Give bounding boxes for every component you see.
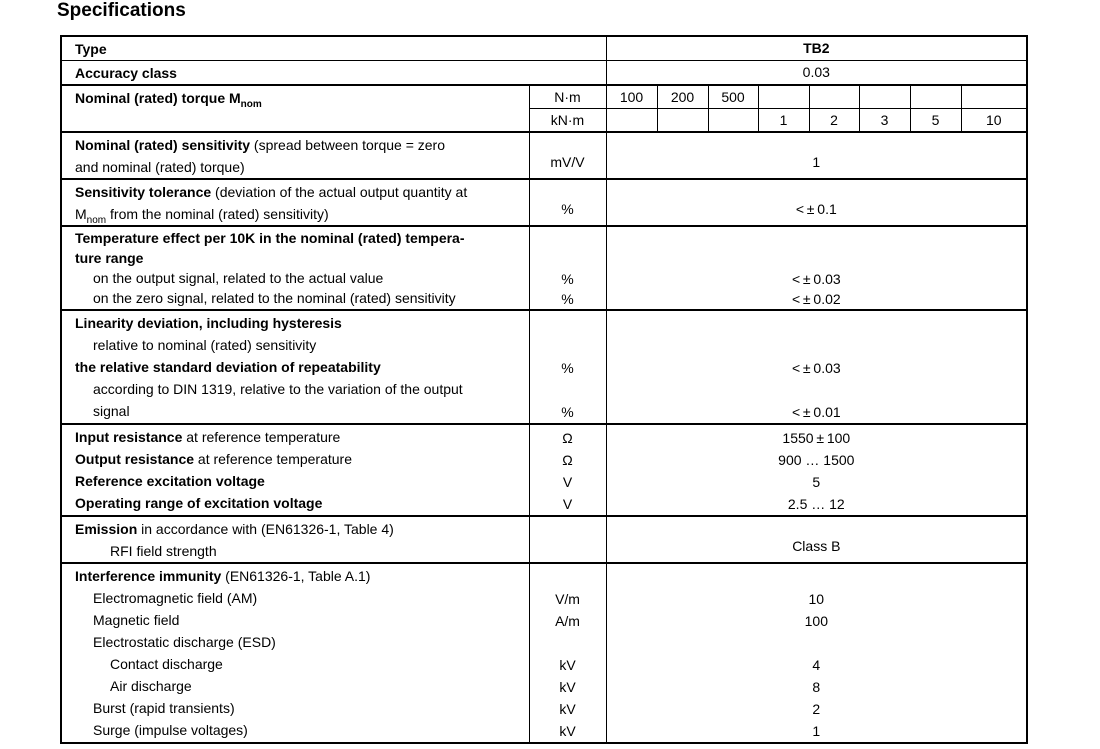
label-line: RFI field strength <box>110 543 217 559</box>
emission-unit-cell <box>529 516 606 563</box>
torque-value-cell: 200 <box>657 85 708 109</box>
unit-line <box>530 566 606 588</box>
label-line <box>75 448 529 470</box>
value-line: 8 <box>812 679 821 695</box>
label-line <box>75 181 529 203</box>
emission-label-bold: Emission <box>75 521 138 537</box>
unit-line: kV <box>559 723 576 739</box>
label-line: Linearity deviation, including hysteresis <box>75 315 342 331</box>
torque-value-cell: 500 <box>708 85 758 109</box>
unit-line: kV <box>559 679 576 695</box>
type-value: TB2 <box>606 36 1027 61</box>
electrical-label <box>61 424 529 516</box>
label-line <box>75 134 529 156</box>
label-line: ture range <box>75 250 144 266</box>
electrical-label-rest: at reference temperature <box>182 429 341 445</box>
torque-value-cell: 3 <box>859 109 910 133</box>
sensitivity-label-rest: (spread between torque = zero <box>250 137 446 153</box>
spec-row-sensitivity <box>61 132 1027 179</box>
torque-value-cell <box>708 109 758 133</box>
value-line: 900 … 1500 <box>778 452 855 468</box>
linearity-label <box>61 310 529 424</box>
torque-value-cell <box>809 85 859 109</box>
unit-line: Ω <box>562 430 573 446</box>
value-line: 2 <box>812 701 821 717</box>
label-line <box>75 565 529 587</box>
unit-line: % <box>561 271 574 287</box>
label-line: on the output signal, related to the actual value <box>93 270 384 286</box>
spec-row-temperature <box>61 226 1027 310</box>
page-title: Specifications <box>57 0 186 21</box>
value-line: < ± 0.03 <box>791 360 841 376</box>
immunity-label <box>61 563 529 743</box>
electrical-label-bold: Output resistance <box>75 451 195 467</box>
unit-line: % <box>561 404 574 420</box>
spec-row-immunity <box>61 563 1027 743</box>
unit-line <box>530 313 606 335</box>
spec-row-accuracy <box>61 61 1027 86</box>
label-line: according to DIN 1319, relative to the variation of the output <box>93 381 463 397</box>
torque-value-cell <box>758 85 809 109</box>
label-line: the relative standard deviation of repeatability <box>75 359 381 375</box>
emission-label <box>61 516 529 563</box>
unit-line: V/m <box>555 591 580 607</box>
torque-value-cell <box>910 85 961 109</box>
torque-label-subscript: nom <box>240 98 262 110</box>
sensitivity-unit: mV/V <box>529 132 606 179</box>
value-line <box>607 249 1027 269</box>
label-line: Magnetic field <box>93 612 180 628</box>
value-line: 1 <box>812 723 821 739</box>
value-line <box>607 379 1027 401</box>
spec-row-tolerance <box>61 179 1027 226</box>
sensitivity-label-bold: Nominal (rated) sensitivity <box>75 137 251 153</box>
value-line <box>607 313 1027 335</box>
label-line: Contact discharge <box>110 656 223 672</box>
label-line <box>75 203 529 225</box>
temperature-value-cell <box>606 226 1027 310</box>
torque-value-cell: 2 <box>809 109 859 133</box>
spec-row-type <box>61 36 1027 61</box>
temperature-label <box>61 226 529 310</box>
value-line <box>607 566 1027 588</box>
label-line: Electrostatic discharge (ESD) <box>93 634 276 650</box>
unit-line <box>530 632 606 654</box>
label-line: on the zero signal, related to the nominal (rated) sensitivity <box>93 290 456 306</box>
accuracy-value: 0.03 <box>606 61 1027 86</box>
tolerance-label-m: M <box>75 206 87 222</box>
unit-line: Ω <box>562 452 573 468</box>
electrical-value-cell <box>606 424 1027 516</box>
label-line: relative to nominal (rated) sensitivity <box>93 337 317 353</box>
unit-line <box>530 229 606 249</box>
unit-line: % <box>561 360 574 376</box>
label-line: Burst (rapid transients) <box>93 700 235 716</box>
value-line: 4 <box>812 657 821 673</box>
specifications-table <box>60 35 1028 744</box>
accuracy-label: Accuracy class <box>61 61 606 86</box>
label-line: signal <box>93 403 130 419</box>
value-line: 2.5 … 12 <box>787 496 845 512</box>
linearity-unit-cell <box>529 310 606 424</box>
value-line: < ± 0.01 <box>791 404 841 420</box>
torque-value-cell: 100 <box>606 85 657 109</box>
spec-row-linearity <box>61 310 1027 424</box>
unit-line: kV <box>559 701 576 717</box>
value-line: 5 <box>812 474 821 490</box>
unit-line <box>530 335 606 357</box>
tolerance-label-rest2: from the nominal (rated) sensitivity) <box>106 206 329 222</box>
value-line: 100 <box>804 613 828 629</box>
label-line <box>75 426 529 448</box>
label-line: and nominal (rated) torque) <box>75 159 245 175</box>
torque-value-cell <box>961 85 1027 109</box>
torque-label <box>61 85 529 132</box>
torque-unit-nm: N·m <box>529 85 606 109</box>
tolerance-label-bold: Sensitivity tolerance <box>75 184 212 200</box>
value-line <box>607 632 1027 654</box>
label-line: Electromagnetic field (AM) <box>93 590 258 606</box>
electrical-label-rest: at reference temperature <box>194 451 353 467</box>
label-line: Surge (impulse voltages) <box>93 722 248 738</box>
tolerance-label <box>61 179 529 226</box>
unit-line: % <box>561 291 574 307</box>
electrical-label-bold: Input resistance <box>75 429 183 445</box>
tolerance-unit: % <box>529 179 606 226</box>
value-line <box>607 335 1027 357</box>
emission-label-rest: in accordance with (EN61326-1, Table 4) <box>137 521 394 537</box>
tolerance-value: < ± 0.1 <box>606 179 1027 226</box>
torque-value-cell <box>859 85 910 109</box>
unit-line: V <box>562 474 573 490</box>
torque-value-cell: 1 <box>758 109 809 133</box>
label-line: Reference excitation voltage <box>75 473 265 489</box>
torque-value-cell <box>657 109 708 133</box>
unit-line: V <box>562 496 573 512</box>
torque-value-cell <box>606 109 657 133</box>
unit-line <box>530 249 606 269</box>
tolerance-label-rest: (deviation of the actual output quantity at <box>211 184 468 200</box>
torque-value-cell: 10 <box>961 109 1027 133</box>
torque-label-text: Nominal (rated) torque M <box>75 90 241 106</box>
label-line: Temperature effect per 10K in the nominal (rated) tempera- <box>75 230 465 246</box>
torque-unit-knm: kN·m <box>529 109 606 133</box>
sensitivity-label <box>61 132 529 179</box>
emission-value: Class B <box>606 516 1027 563</box>
torque-value-cell: 5 <box>910 109 961 133</box>
label-line: Air discharge <box>110 678 192 694</box>
value-line: < ± 0.02 <box>791 291 841 307</box>
value-line: 1550 ± 100 <box>782 430 851 446</box>
spec-row-emission <box>61 516 1027 563</box>
immunity-label-rest: (EN61326-1, Table A.1) <box>221 568 371 584</box>
unit-line: kV <box>559 657 576 673</box>
value-line: < ± 0.03 <box>791 271 841 287</box>
tolerance-label-subscript: nom <box>86 214 107 226</box>
sensitivity-value: 1 <box>606 132 1027 179</box>
value-line <box>607 229 1027 249</box>
label-line <box>75 518 529 540</box>
immunity-value-cell <box>606 563 1027 743</box>
unit-line: A/m <box>555 613 580 629</box>
immunity-label-bold: Interference immunity <box>75 568 222 584</box>
type-label: Type <box>75 41 107 57</box>
spec-row-electrical <box>61 424 1027 516</box>
spec-row-torque-nm <box>61 85 1027 109</box>
label-line: Operating range of excitation voltage <box>75 495 323 511</box>
linearity-value-cell <box>606 310 1027 424</box>
temperature-unit-cell <box>529 226 606 310</box>
value-line: 10 <box>808 591 825 607</box>
immunity-unit-cell <box>529 563 606 743</box>
electrical-unit-cell <box>529 424 606 516</box>
unit-line <box>530 379 606 401</box>
